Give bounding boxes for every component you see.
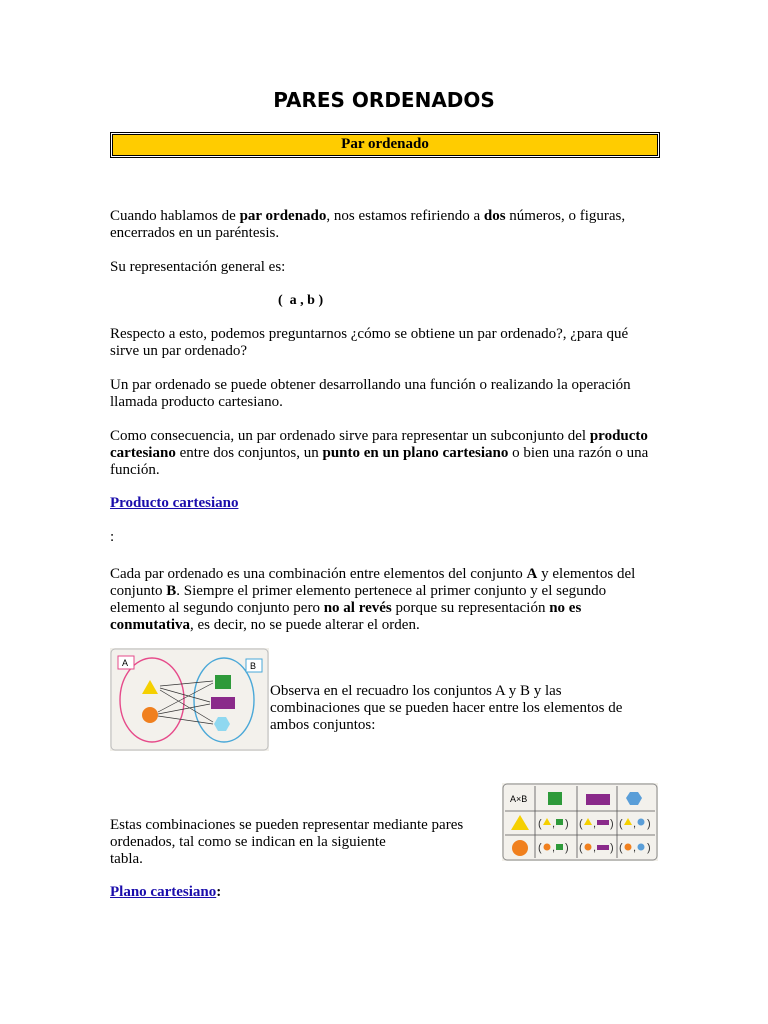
text: entre dos conjuntos, un bbox=[175, 445, 323, 461]
bold-text: par ordenado bbox=[239, 208, 327, 224]
section-banner bbox=[110, 132, 660, 158]
square-icon bbox=[548, 792, 562, 805]
formula: ( a , b ) bbox=[278, 293, 324, 308]
svg-text:): ) bbox=[565, 818, 569, 830]
svg-text:,: , bbox=[633, 842, 637, 854]
text: Como consecuencia, un par ordenado sirve para representar un subconjunto del bbox=[110, 428, 590, 444]
text-line: ordenados, tal como se indican en la siguiente bbox=[110, 834, 386, 850]
bold-text: punto en un plano cartesiano bbox=[322, 445, 509, 461]
bold-text: A bbox=[526, 566, 538, 582]
section-banner-label: Par ordenado bbox=[112, 134, 658, 156]
circle-icon bbox=[142, 707, 158, 723]
paragraph-representation: Su representación general es: bbox=[110, 259, 286, 275]
svg-text:,: , bbox=[593, 818, 597, 830]
svg-text:): ) bbox=[610, 842, 614, 854]
table-description bbox=[110, 817, 480, 868]
bold-text: producto cartesiano bbox=[110, 428, 648, 461]
link-paragraph-2 bbox=[110, 884, 660, 901]
bold-text: no es conmutativa bbox=[110, 600, 582, 633]
circle-icon bbox=[512, 840, 528, 856]
text: , nos estamos refiriendo a bbox=[326, 208, 484, 224]
svg-text:): ) bbox=[565, 842, 569, 854]
text-line: Estas combinaciones se pueden representar mediante pares bbox=[110, 817, 464, 833]
text: , es decir, no se puede alterar el orden. bbox=[190, 617, 420, 633]
link-suffix: : bbox=[216, 884, 222, 900]
rectangle-icon bbox=[586, 794, 610, 805]
producto-cartesiano-link[interactable]: Producto cartesiano bbox=[110, 495, 239, 511]
bold-text: B bbox=[166, 583, 177, 599]
square-icon bbox=[215, 675, 231, 689]
text: . Siempre el primer elemento pertenece al primer conjunto y el segundo elemento al segundo conjunto pero bbox=[110, 583, 607, 616]
svg-text:(: ( bbox=[619, 842, 623, 854]
svg-text:): ) bbox=[647, 818, 651, 830]
text-line: tabla. bbox=[110, 851, 143, 867]
svg-text:): ) bbox=[647, 842, 651, 854]
text: y elementos del conjunto bbox=[110, 566, 636, 599]
text: Cada par ordenado es una combinación entre elementos del conjunto bbox=[110, 566, 527, 582]
page-title: PARES ORDENADOS bbox=[273, 88, 495, 112]
plano-cartesiano-link[interactable]: Plano cartesiano bbox=[110, 884, 217, 900]
paragraph-question: Respecto a esto, podemos preguntarnos ¿cómo se obtiene un par ordenado?, ¿para qué sirve un par ordenado? bbox=[110, 326, 629, 359]
svg-text:(: ( bbox=[538, 818, 542, 830]
svg-text:): ) bbox=[610, 818, 614, 830]
sets-diagram bbox=[110, 648, 269, 751]
text: o bien una razón o una función. bbox=[110, 445, 649, 478]
paragraph-consequence bbox=[110, 428, 660, 479]
svg-text:,: , bbox=[633, 818, 637, 830]
sets-diagram-image bbox=[110, 648, 269, 751]
text: Cuando hablamos de bbox=[110, 208, 240, 224]
text: números, o figuras, encerrados en un paréntesis. bbox=[110, 208, 626, 241]
set-b-label: B bbox=[250, 661, 257, 671]
paragraph-obtain: Un par ordenado se puede obtener desarrollando una función o realizando la operación llamada producto cartesiano. bbox=[110, 377, 631, 410]
svg-text:(: ( bbox=[579, 818, 583, 830]
link-paragraph bbox=[110, 495, 660, 512]
table-corner-label: A×B bbox=[510, 794, 528, 804]
svg-text:,: , bbox=[593, 842, 597, 854]
paragraph-combination bbox=[110, 566, 660, 634]
product-table bbox=[502, 783, 658, 861]
colon-line: : bbox=[110, 529, 115, 545]
text: porque su representación bbox=[391, 600, 550, 616]
svg-text:(: ( bbox=[579, 842, 583, 854]
paragraph-intro bbox=[110, 208, 660, 242]
svg-text:(: ( bbox=[538, 842, 542, 854]
observe-text: Observa en el recuadro los conjuntos A y B y las combinaciones que se pueden hacer entre los elementos de ambos conjuntos: bbox=[270, 683, 623, 733]
product-table-image bbox=[502, 783, 658, 861]
bold-text: no al revés bbox=[323, 600, 392, 616]
bold-text: dos bbox=[483, 208, 506, 224]
svg-text:,: , bbox=[552, 842, 556, 854]
svg-text:(: ( bbox=[619, 818, 623, 830]
rectangle-icon bbox=[211, 697, 235, 709]
set-a-label: A bbox=[122, 658, 129, 668]
svg-text:,: , bbox=[552, 818, 556, 830]
